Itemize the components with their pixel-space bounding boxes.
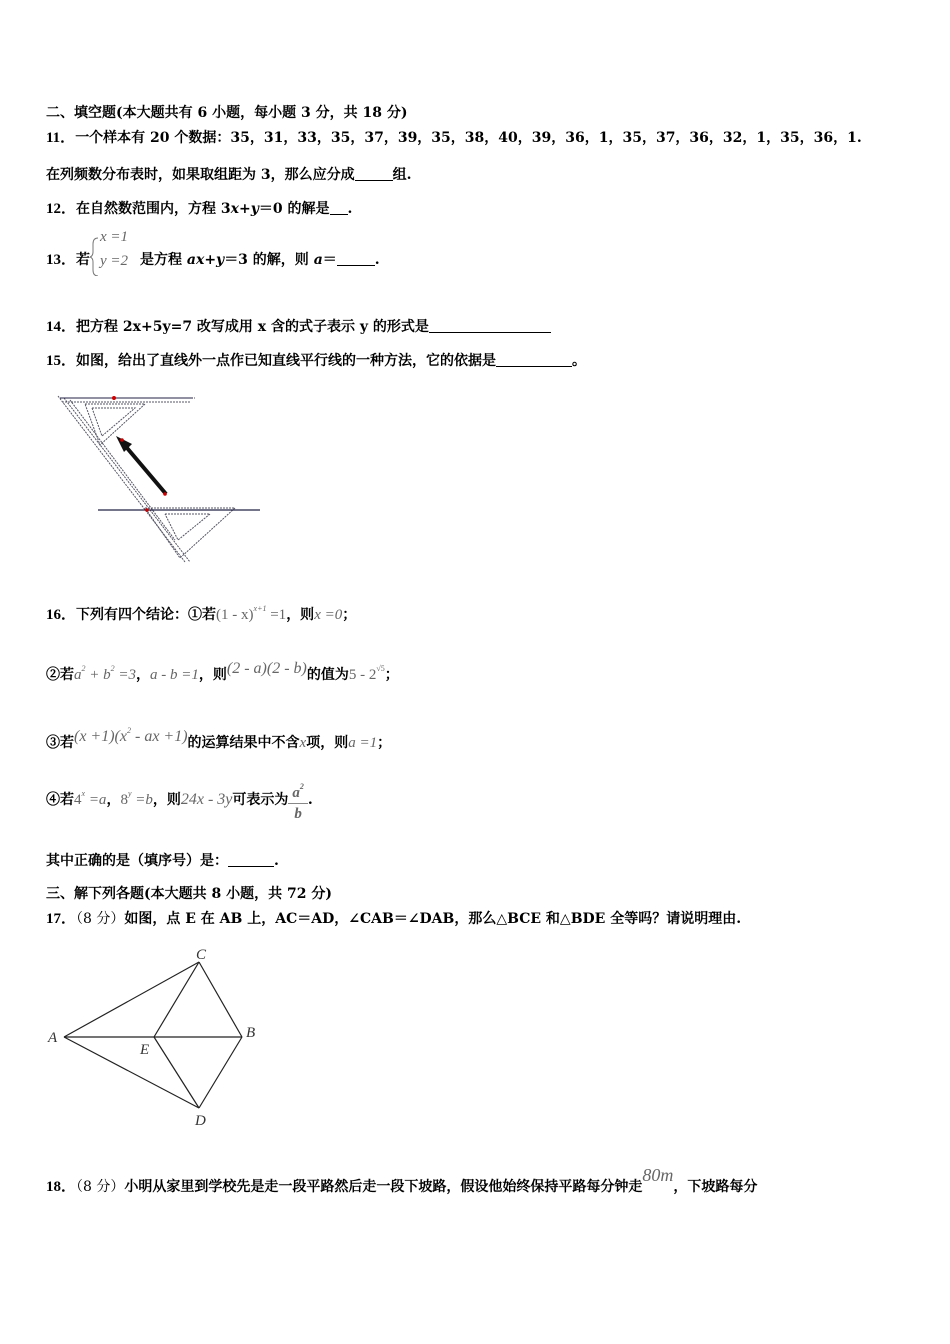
equation-2: y =2 <box>100 253 129 269</box>
question-16-conclusion <box>46 852 279 870</box>
result-1: x =0 <box>314 607 343 623</box>
set-square-figure <box>50 390 265 570</box>
question-text: 可表示为 <box>232 792 289 808</box>
question-14 <box>46 318 551 336</box>
question-18 <box>46 1166 757 1196</box>
question-text: 若 <box>76 252 91 268</box>
plus-sign: + <box>204 252 217 268</box>
answer-blank[interactable] <box>355 166 393 181</box>
question-11 <box>46 129 862 147</box>
var-y: y <box>250 201 259 217</box>
question-text: 把方程 2x+5y=7 改写成用 x 含的式子表示 y 的形式是 <box>76 319 429 335</box>
question-16-item-4 <box>46 772 313 822</box>
question-text: 的值为 <box>306 667 349 683</box>
speed-value: 80m <box>642 1165 674 1185</box>
var-a: a <box>313 252 323 268</box>
question-text: ； <box>377 735 392 751</box>
question-text: ， <box>106 792 121 808</box>
question-number: 16． <box>46 607 77 623</box>
var-ax: ax <box>186 252 205 268</box>
question-text: 小明从家里到学校先是走一段平路然后走一段下坡路，假设他始终保持平路每分钟走 <box>124 1179 643 1195</box>
question-12 <box>46 200 352 218</box>
question-number: 13． <box>46 252 77 268</box>
question-text: ， <box>136 667 150 683</box>
question-number: 17． <box>46 911 77 927</box>
question-score: （8 分） <box>76 1179 125 1195</box>
var-x: x <box>299 735 307 751</box>
condition-4a: $4^x =a$ <box>74 789 107 808</box>
answer-blank[interactable] <box>337 251 375 266</box>
question-13 <box>46 229 380 280</box>
equation-1: x =1 <box>100 229 129 245</box>
question-17 <box>46 910 741 928</box>
question-text: 如图，给出了直线外一点作已知直线平行线的一种方法，它的依据是 <box>76 353 497 369</box>
equation-system <box>90 229 140 280</box>
expression-2: (2 - a)(2 - b) <box>226 660 307 677</box>
answer-blank[interactable] <box>496 352 572 367</box>
question-score: （8 分） <box>76 911 125 927</box>
answer-blank[interactable] <box>429 318 551 333</box>
question-text: ③若 <box>46 735 74 751</box>
question-number: 12． <box>46 201 77 217</box>
question-text: ，下坡路每分 <box>673 1179 758 1195</box>
fraction-a2-over-b: $\frac{a^2}{b}$ <box>288 777 308 824</box>
brace-icon <box>90 236 100 276</box>
result-3: a =1 <box>348 735 378 751</box>
label-B: B <box>246 1025 256 1041</box>
question-text: 其中正确的是（填序号）是： <box>46 853 228 869</box>
condition-2a: $a^2 + b^2 =3$ <box>74 664 136 683</box>
question-text: 。 <box>572 353 587 369</box>
question-15 <box>46 352 586 370</box>
condition-1: (1 - x)$^{x+1}$ =1 <box>216 604 287 623</box>
expression-3: $(x +1)(x^2$ - ax +1) <box>74 726 188 745</box>
label-A: A <box>48 1030 58 1046</box>
question-text: ＝0 的解是 <box>258 201 330 217</box>
question-text: . <box>374 252 380 268</box>
question-text: ＝3 的解，则 <box>224 252 314 268</box>
section-3-title: 三、解下列各题(本大题共 8 小题，共 72 分) <box>46 886 332 902</box>
question-number: 14． <box>46 319 77 335</box>
question-number: 18． <box>46 1179 77 1195</box>
question-text: ＝ <box>322 252 337 268</box>
var-y: y <box>216 252 225 268</box>
label-C: C <box>196 948 207 963</box>
question-number: 15． <box>46 353 77 369</box>
question-text: 的运算结果中不含 <box>187 735 300 751</box>
question-11-line2 <box>46 166 412 184</box>
question-text: 一个样本有 20 个数据：35，31，33，35，37，39，35，38，40，39，36，1，35，37，36，32，1，35，36，1. <box>75 130 862 146</box>
question-text: ②若 <box>46 667 74 683</box>
question-text: ，则 <box>198 667 227 683</box>
question-text: 是方程 <box>140 252 187 268</box>
triangle-figure <box>44 948 274 1133</box>
condition-2b: a - b =1 <box>150 667 199 683</box>
question-16 <box>46 600 356 624</box>
condition-4b: $8^y =b$ <box>120 789 153 808</box>
question-text: 在自然数范围内，方程 3 <box>76 201 231 217</box>
plus-sign: + <box>239 201 251 217</box>
question-text: ④若 <box>46 792 74 808</box>
label-D: D <box>195 1113 206 1129</box>
question-text: . <box>274 853 279 869</box>
section-2-title: 二、填空题(本大题共有 6 小题，每小题 3 分，共 18 分) <box>46 105 408 121</box>
answer-blank[interactable] <box>330 200 348 215</box>
question-text: 在列频数分布表时，如果取组距为 3，那么应分成 <box>46 167 355 183</box>
question-text: 如图，点 E 在 AB 上，AC＝AD，∠CAB＝∠DAB，那么△BCE 和△BDE 全等吗？请说明理由. <box>124 911 742 927</box>
question-text: ； <box>342 607 357 623</box>
question-text: 组. <box>392 167 412 183</box>
label-E: E <box>140 1042 150 1058</box>
question-text: ； <box>384 667 399 683</box>
answer-blank[interactable] <box>228 852 274 867</box>
question-number: 11． <box>46 130 76 146</box>
question-text: ，则 <box>286 607 315 623</box>
question-text: 项，则 <box>306 735 349 751</box>
question-text: . <box>307 792 313 808</box>
var-x: x <box>230 201 239 217</box>
expression-4: 24x - 3y <box>180 791 233 808</box>
question-16-item-3 <box>46 722 391 752</box>
result-2: $5 - 2^{√5}$ <box>348 664 385 683</box>
question-16-item-2 <box>46 660 399 684</box>
question-text: 下列有四个结论：①若 <box>76 607 217 623</box>
question-text: ，则 <box>152 792 181 808</box>
question-text: . <box>347 201 353 217</box>
